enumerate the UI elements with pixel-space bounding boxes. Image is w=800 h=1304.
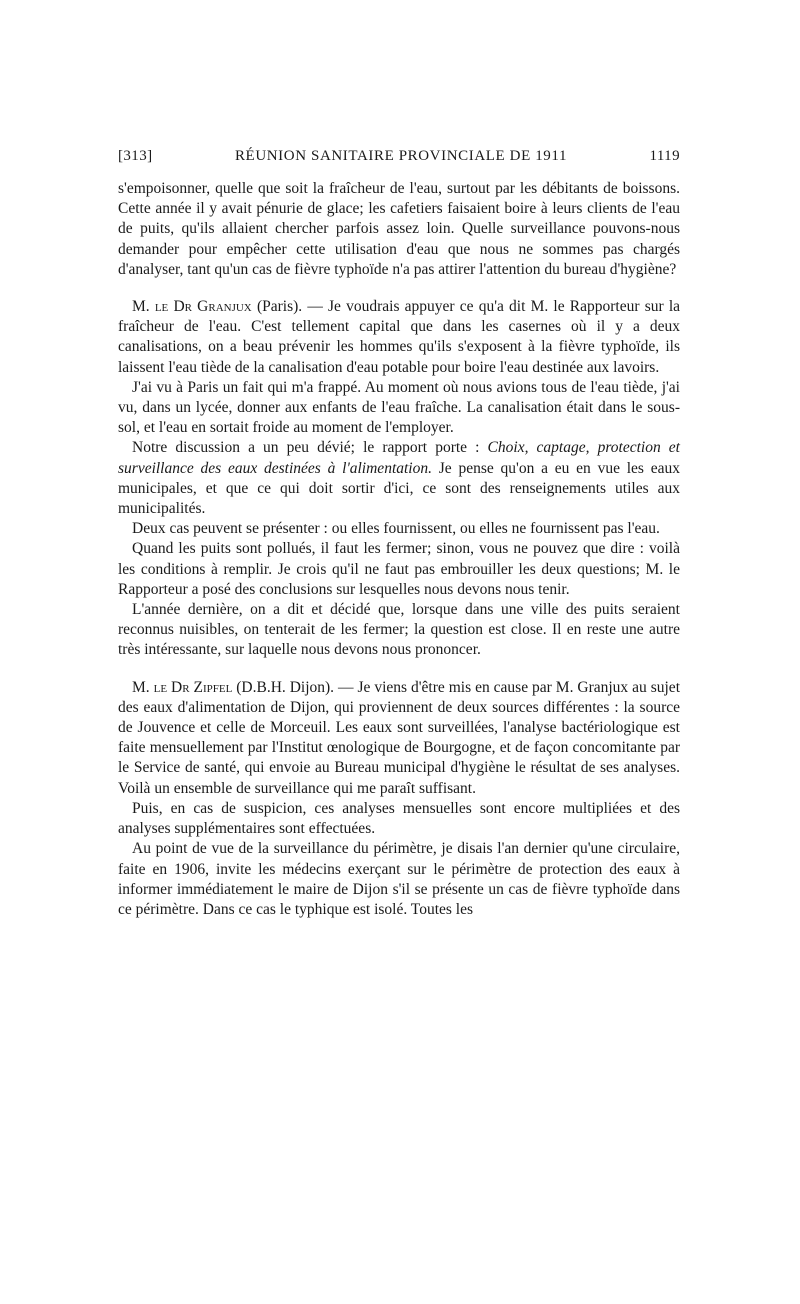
paragraph-text: (D.B.H. Dijon). — Je viens d'être mis en cause par M. Granjux au sujet des eaux d'alimentation de Dijon, qui proviennent de deux sources différentes : la source de Jouvence et celle de Morceuil. Les eaux sont surveillées, l'analyse bactériologique est faite mensuellement par l'Institut œnologique de Bourgogne, et de façon concomitante par le Service de santé, qui envoie au Bureau municipal d'hygiène le résultat de ses analyses. Voilà un ensemble de surveillance qui me paraît suffisant. [118, 678, 680, 797]
page-reference: [313] [118, 148, 153, 164]
report-title-italic: Choix, captage, protection et surveillance des eaux destinées à l'alimentation. [118, 439, 680, 477]
paragraph-text-before: Notre discussion a un peu dévié; le rapport porte : [132, 439, 488, 457]
section-gap [118, 661, 680, 678]
paragraph-1: s'empoisonner, quelle que soit la fraîcheur de l'eau, surtout par les débitants de boissons. Cette année il y avait pénurie de glace; les cafetiers faisaient boire à leurs clients de l'eau de puits, qu'ils allaient chercher parfois assez loin. Quelle surveillance pouvons-nous demander pour empêcher cette utilisation d'eau que nous ne sommes pas chargés d'analyser, tant qu'un cas de fièvre typhoïde n'a pas attirer l'attention du bureau d'hygiène? [118, 180, 680, 278]
paragraph-granjux [118, 297, 680, 378]
paragraph-zipfel [118, 678, 680, 799]
paragraph-3: J'ai vu à Paris un fait qui m'a frappé. Au moment où nous avions tous de l'eau tiède, j'ai vu, dans un lycée, donner aux enfants de l'eau fraîche. La canalisation était dans le sous-sol, et l'eau en sortait froide au moment de l'employer. [118, 378, 680, 437]
running-header [118, 148, 680, 165]
paragraph-6: Quand les puits sont pollués, il faut les fermer; sinon, vous ne pouvez que dire : voilà les conditions à remplir. Je crois qu'il ne faut pas embrouiller les deux questions; M. le Rapporteur a posé des conclusions sur lesquelles nous devons nous tenir. [118, 540, 680, 598]
paragraph-text: (Paris). — Je voudrais appuyer ce qu'a dit M. le Rapporteur sur la fraîcheur de l'eau. C'est tellement capital que dans les casernes où il y a deux canalisations, on a beau prévenir les hommes qu'ils s'exposent à la fièvre typhoïde, ils laissent l'eau tiède de la canalisation d'eau potable pour boire l'eau destinée aux lavoirs. [118, 298, 681, 376]
document-page [118, 148, 680, 920]
paragraph-7: L'année dernière, on a dit et décidé que, lorsque dans une ville des puits seraient reconnus nuisibles, on tenterait de les fermer; la question est close. Il en reste une autre très intéressante, sur laquelle nous devons nous prononcer. [118, 601, 680, 659]
speaker-name: M. le Dr Zipfel [132, 678, 233, 696]
page-number: 1119 [649, 148, 680, 164]
paragraph-9: Puis, en cas de suspicion, ces analyses mensuelles sont encore multipliées et des analyses supplémentaires sont effectuées. [118, 799, 680, 838]
paragraph-5: Deux cas peuvent se présenter : ou elles fournissent, ou elles ne fournissent pas l'eau. [132, 520, 660, 538]
running-title: RÉUNION SANITAIRE PROVINCIALE DE 1911 [234, 148, 568, 164]
speaker-name: M. le Dr Granjux [132, 298, 252, 316]
paragraph-4 [118, 438, 680, 519]
paragraph-text-after: Je pense qu'on a eu en vue les eaux municipales, et que ce qui doit sortir d'ici, ce sont des renseignements utiles aux municipalités. [118, 459, 681, 518]
paragraph-10: Au point de vue de la surveillance du périmètre, je disais l'an dernier qu'une circulaire, faite en 1906, invite les médecins exerçant sur le périmètre de protection des eaux à informer immédiatement le maire de Dijon s'il se présente un cas de fièvre typhoïde dans ce périmètre. Dans ce cas le typhique est isolé. Toutes les [118, 840, 680, 918]
section-gap [118, 280, 680, 297]
